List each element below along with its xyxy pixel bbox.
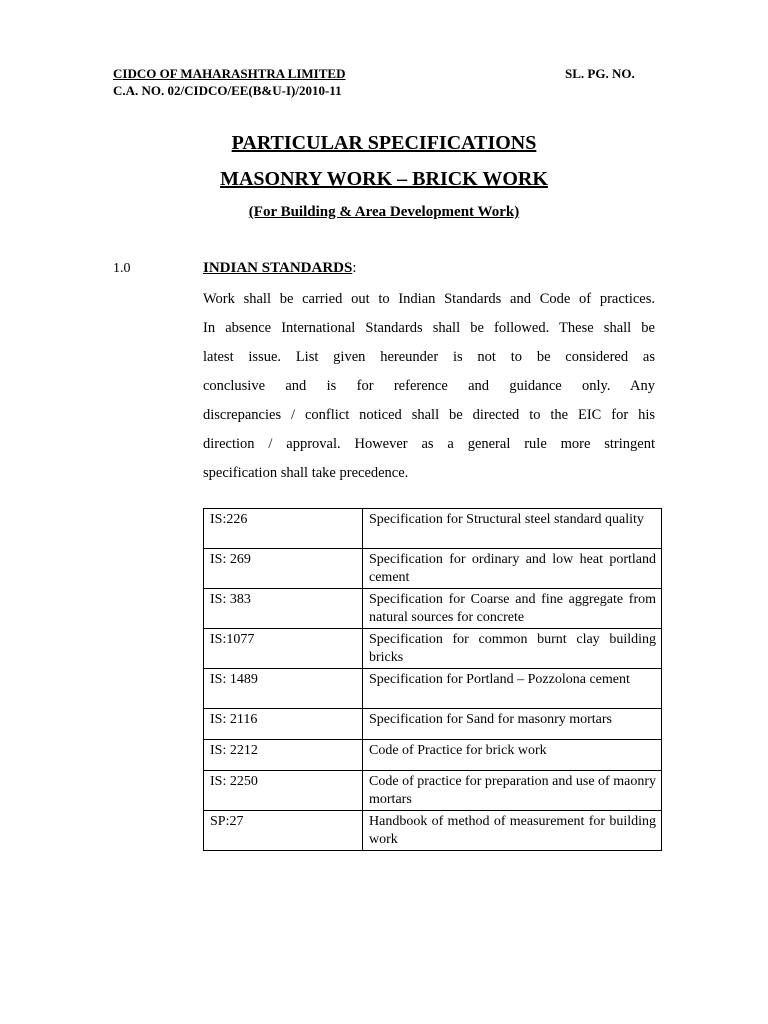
paragraph-line: In absence International Standards shall be followed. These shall be <box>203 320 655 336</box>
page-number-label: SL. PG. NO. <box>565 66 635 81</box>
standard-description: Handbook of method of measurement for building work <box>363 811 662 851</box>
section-paragraph <box>203 285 655 488</box>
organization-name: CIDCO OF MAHARASHTRA LIMITED <box>113 66 346 81</box>
standard-code: IS: 2250 <box>204 771 363 811</box>
table-row <box>204 589 662 629</box>
contract-number: C.A. NO. 02/CIDCO/EE(B&U-I)/2010-11 <box>113 83 342 98</box>
standard-code: IS: 383 <box>204 589 363 629</box>
standard-code: SP:27 <box>204 811 363 851</box>
paragraph-line: conclusive and is for reference and guidance only. Any <box>203 378 655 394</box>
document-title: PARTICULAR SPECIFICATIONS <box>231 132 537 154</box>
standards-table <box>203 508 662 851</box>
standard-code: IS: 269 <box>204 549 363 589</box>
table-row <box>204 771 662 811</box>
table-row <box>204 549 662 589</box>
paragraph-line: Work shall be carried out to Indian Standards and Code of practices. <box>203 291 655 307</box>
standard-code: IS: 2116 <box>204 709 363 740</box>
standard-description: Code of practice for preparation and use of maonry mortars <box>363 771 662 811</box>
standard-code: IS:226 <box>204 509 363 549</box>
standard-description: Specification for Structural steel standard quality <box>363 509 662 549</box>
standard-code: IS:1077 <box>204 629 363 669</box>
standard-code: IS: 2212 <box>204 740 363 771</box>
section-heading-suffix: : <box>352 260 357 276</box>
standard-code: IS: 1489 <box>204 669 363 709</box>
table-row <box>204 509 662 549</box>
standard-description: Specification for common burnt clay building bricks <box>363 629 662 669</box>
paragraph-line: latest issue. List given hereunder is not to be considered as <box>203 349 655 365</box>
section-number: 1.0 <box>113 261 131 276</box>
standard-description: Specification for Coarse and fine aggregate from natural sources for concrete <box>363 589 662 629</box>
paragraph-line: specification shall take precedence. <box>203 465 409 481</box>
table-row <box>204 811 662 851</box>
document-subtitle: MASONRY WORK – BRICK WORK <box>220 168 548 190</box>
section-heading <box>203 258 357 278</box>
table-row <box>204 629 662 669</box>
standard-description: Specification for ordinary and low heat portland cement <box>363 549 662 589</box>
standard-description: Specification for Portland – Pozzolona cement <box>363 669 662 709</box>
table-row <box>204 709 662 740</box>
table-row <box>204 669 662 709</box>
paragraph-line: direction / approval. However as a general rule more stringent <box>203 436 655 452</box>
table-row <box>204 740 662 771</box>
standard-description: Specification for Sand for masonry mortars <box>363 709 662 740</box>
document-scope-note: (For Building & Area Development Work) <box>248 204 520 220</box>
standard-description: Code of Practice for brick work <box>363 740 662 771</box>
paragraph-line: discrepancies / conflict noticed shall be directed to the EIC for his <box>203 407 655 423</box>
section-heading-text: INDIAN STANDARDS <box>203 260 353 276</box>
